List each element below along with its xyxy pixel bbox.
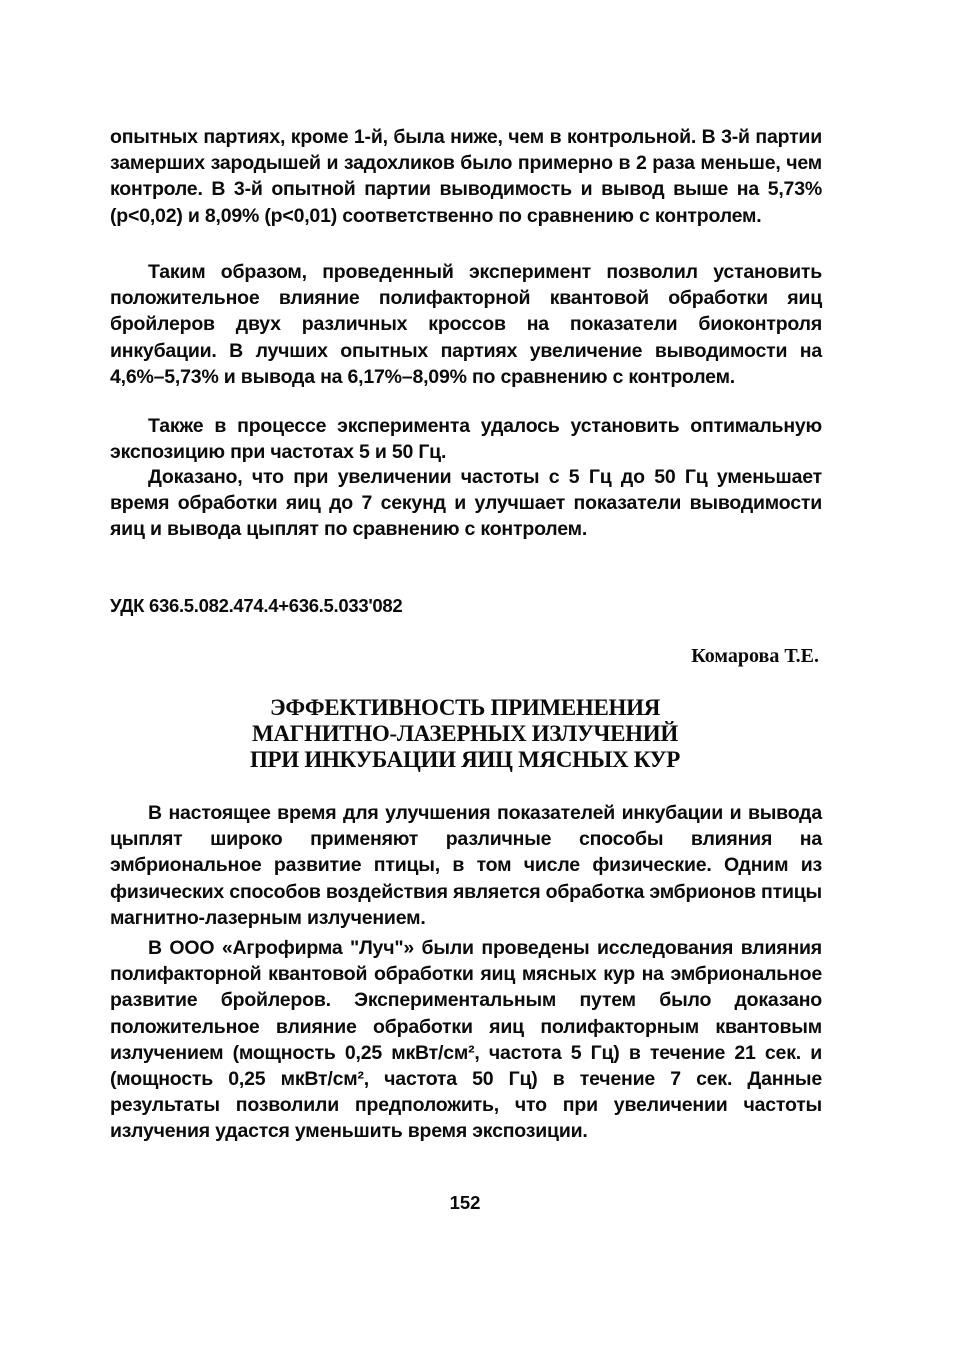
author-name: Комарова Т.Е. — [691, 645, 819, 667]
paragraph-intro: В настоящее время для улучшения показателей инкубации и вывода цыплят широко применяют различные способы влияния на эмбриональное развитие птицы, в том числе физические. Одним из физических способов воздействия является обработка эмбрионов птицы магнитно-лазерным излучением. — [110, 802, 822, 929]
udk-code: УДК 636.5.082.474.4+636.5.033'082 — [110, 595, 403, 616]
paragraph-exposure: Также в процессе эксперимента удалось установить оптимальную экспозицию при частотах 5 и 50 Гц. — [110, 415, 822, 464]
paragraph-proven: Доказано, что при увеличении частоты с 5 Гц до 50 Гц уменьшает время обработки яиц до 7 секунд и улучшает показатели выводимости яиц и вывода цыплят по сравнению с контролем. — [110, 466, 822, 541]
paragraph-continuation: опытных партиях, кроме 1-й, была ниже, чем в контрольной. В 3-й партии замерших зародышей и задохликов было примерно в 2 раза меньше, чем контроле. В 3-й опытной партии выводимость и вывод выше на 5,73% (р<0,02) и 8,09% (р<0,01) соответственно по сравнению с контролем. — [110, 126, 822, 227]
page-number: 152 — [449, 1192, 481, 1213]
title-line-2: МАГНИТНО-ЛАЗЕРНЫХ ИЗЛУЧЕНИЙ — [252, 721, 678, 746]
title-line-1: ЭФФЕКТИВНОСТЬ ПРИМЕНЕНИЯ — [269, 695, 661, 720]
title-line-3: ПРИ ИНКУБАЦИИ ЯИЦ МЯСНЫХ КУР — [249, 747, 681, 772]
article-title — [150, 695, 780, 773]
paragraph-conclusion: Таким образом, проведенный эксперимент позволил установить положительное влияние полифакторной квантовой обработки яиц бройлеров двух различных кроссов на показатели биоконтроля инкубации. В лучших опытных партиях увеличение выводимости на 4,6%–5,73% и вывода на 6,17%–8,09% по сравнению с контролем. — [110, 261, 822, 388]
paragraph-study: В ООО «Агрофирма "Луч"» были проведены исследования влияния полифакторной квантовой обработки яиц мясных кур на эмбриональное развитие бройлеров. Экспериментальным путем было доказано положительное влияние обработки яиц полифакторным квантовым излучением (мощность 0,25 мкВт/см², частота 5 Гц) в течение 21 сек. и (мощность 0,25 мкВт/см², частота 50 Гц) в течение 7 сек. Данные результаты позволили предположить, что при увеличении частоты излучения удастся уменьшить время экспозиции. — [110, 937, 822, 1143]
